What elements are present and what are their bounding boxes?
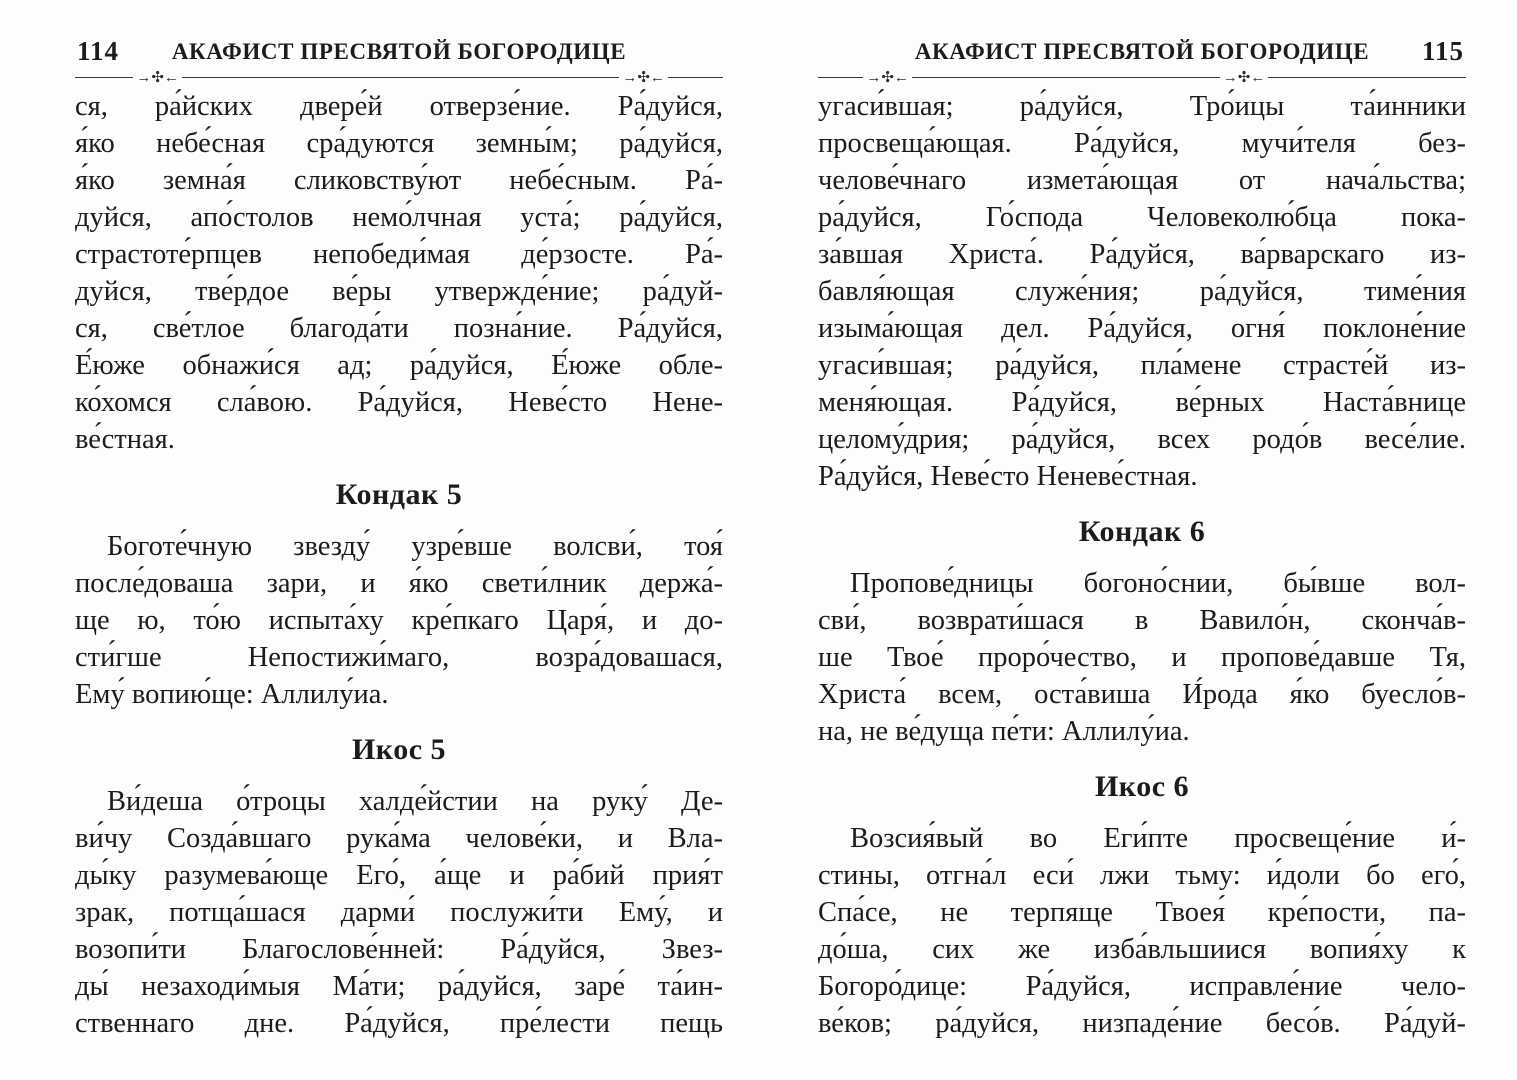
text-line: Ви́деша о́троцы халде́йстии на руку́ Де-: [107, 786, 723, 817]
text-line: Возсия́вый во Еги́пте просвеще́ние и́-: [850, 823, 1466, 854]
text-line: Ра́дуйся, Неве́сто Неневе́стная.: [818, 461, 1198, 492]
text-line: зрак, потща́шася дарми́ послужи́ти Ему́, и: [75, 897, 723, 928]
page-body: [75, 88, 723, 1042]
floral-ornament-icon: →✣←: [619, 69, 668, 87]
text-line: ся, све́тлое благода́ти позна́ние. Ра́дуйся,: [75, 313, 723, 344]
section-heading: Кондак 5: [335, 478, 463, 511]
page-header: [818, 36, 1466, 70]
paragraph: [818, 88, 1466, 495]
text-line: Е́юже обнажи́ся ад; ра́дуйся, Е́юже обле-: [75, 350, 723, 381]
section-heading: Кондак 6: [1078, 515, 1206, 548]
text-line: бавля́ющая служе́ния; ра́дуйся, тиме́ния: [818, 276, 1466, 307]
text-line: ве́ков; ра́дуйся, низпаде́ние бесо́в. Ра́дуй-: [818, 1008, 1466, 1039]
text-line: я́ко небе́сная сра́дуются земны́м; ра́дуйся,: [75, 128, 723, 159]
text-line: ще ю, то́ю испыта́ху кре́пкаго Царя́, и до-: [75, 605, 723, 636]
paragraph: [818, 565, 1466, 750]
header-rule: [75, 70, 723, 86]
running-title: АКАФИСТ ПРЕСВЯТОЙ БОГОРОДИЦЕ: [171, 39, 627, 64]
text-line: ственнаго дне. Ра́дуйся, пре́лести пещь: [75, 1008, 723, 1039]
text-line: целому́дрия; ра́дуйся, всех родо́в весе́лие.: [818, 424, 1466, 455]
text-line: ра́дуйся, Го́спода Человеколю́бца пока-: [818, 202, 1466, 233]
header-rule: [818, 70, 1466, 86]
text-line: дуйся, тве́рдое ве́ры утвержде́ние; ра́дуй-: [75, 276, 723, 307]
text-line: на, не ве́дуща пе́ти: Аллилу́иа.: [818, 716, 1190, 747]
text-line: челове́чнаго измета́ющая от нача́льства;: [818, 165, 1466, 196]
text-line: ви́чу Созда́вшаго рука́ма челове́ки, и Вла-: [75, 823, 723, 854]
text-line: сви́, возврати́шася в Вавило́н, сконча́в-: [818, 605, 1466, 636]
text-line: сти́гше Непостижи́маго, возра́довашася,: [75, 642, 723, 673]
text-line: до́ша, сих же изба́вльшиися вопия́ху к: [818, 934, 1466, 965]
text-line: ся, ра́йских двере́й отверзе́ние. Ра́дуйся,: [75, 91, 723, 122]
text-line: Ему́ вопию́ще: Аллилу́иа.: [75, 679, 389, 710]
section-heading: Икос 6: [1094, 770, 1190, 803]
section-heading: Икос 5: [351, 733, 447, 766]
floral-ornament-icon: →✣←: [133, 69, 182, 87]
floral-ornament-icon: →✣←: [1220, 69, 1269, 87]
book-page-left: [75, 36, 723, 1042]
paragraph: [75, 88, 723, 458]
text-line: я́ко земна́я сликовству́ют небе́сным. Ра́-: [75, 165, 723, 196]
book-page-right: [818, 36, 1466, 1042]
text-line: ве́стная.: [75, 424, 175, 455]
page-number: 115: [1421, 36, 1464, 66]
text-line: стины, отгна́л еси́ лжи тьму: и́доли бо его́,: [818, 860, 1466, 891]
text-line: после́доваша зари, и я́ко свети́лник держа́-: [75, 568, 723, 599]
paragraph: [818, 820, 1466, 1042]
text-line: угаси́вшая; ра́дуйся, пла́мене страсте́й из-: [818, 350, 1466, 381]
text-line: Спа́се, не терпяще Твоея́ кре́пости, па-: [818, 897, 1466, 928]
text-line: угаси́вшая; ра́дуйся, Тро́ицы та́инники: [818, 91, 1466, 122]
text-line: за́вшая Христа́. Ра́дуйся, ва́рварскаго из-: [818, 239, 1466, 270]
text-line: изыма́ющая дел. Ра́дуйся, огня́ поклоне́ние: [818, 313, 1466, 344]
text-line: ко́хомся сла́вою. Ра́дуйся, Неве́сто Нене-: [75, 387, 723, 418]
page-number: 114: [77, 36, 120, 66]
text-line: ше Твое́ проро́чество, и пропове́давше Тя,: [818, 642, 1466, 673]
text-line: Богоро́дице: Ра́дуйся, исправле́ние чело-: [818, 971, 1466, 1002]
text-line: Христа́ всем, оста́виша И́рода я́ко буесло́в-: [818, 679, 1466, 710]
paragraph: [75, 783, 723, 1042]
paragraph: [75, 528, 723, 713]
text-line: ды́ незаходи́мыя Ма́ти; ра́дуйся, заре́ та́ин-: [75, 971, 723, 1002]
text-line: меня́ющая. Ра́дуйся, ве́рных Наста́внице: [818, 387, 1466, 418]
text-line: возопи́ти Благослове́нней: Ра́дуйся, Звез-: [75, 934, 723, 965]
text-line: дуйся, апо́столов немо́лчная уста́; ра́дуйся,: [75, 202, 723, 233]
text-line: просвеща́ющая. Ра́дуйся, мучи́теля без-: [818, 128, 1466, 159]
text-line: страстоте́рпцев непобеди́мая де́рзосте. Ра́-: [75, 239, 723, 270]
floral-ornament-icon: →✣←: [863, 69, 912, 87]
text-line: ды́ку разумева́юще Его́, а́ще и ра́бий прия́т: [75, 860, 723, 891]
text-line: Пропове́дницы богоно́снии, бы́вше вол-: [850, 568, 1466, 599]
page-body: [818, 88, 1466, 1042]
text-line: Боготе́чную звезду́ узре́вше волсви́, тоя́: [107, 531, 723, 562]
page-header: [75, 36, 723, 70]
running-title: АКАФИСТ ПРЕСВЯТОЙ БОГОРОДИЦЕ: [914, 39, 1370, 64]
